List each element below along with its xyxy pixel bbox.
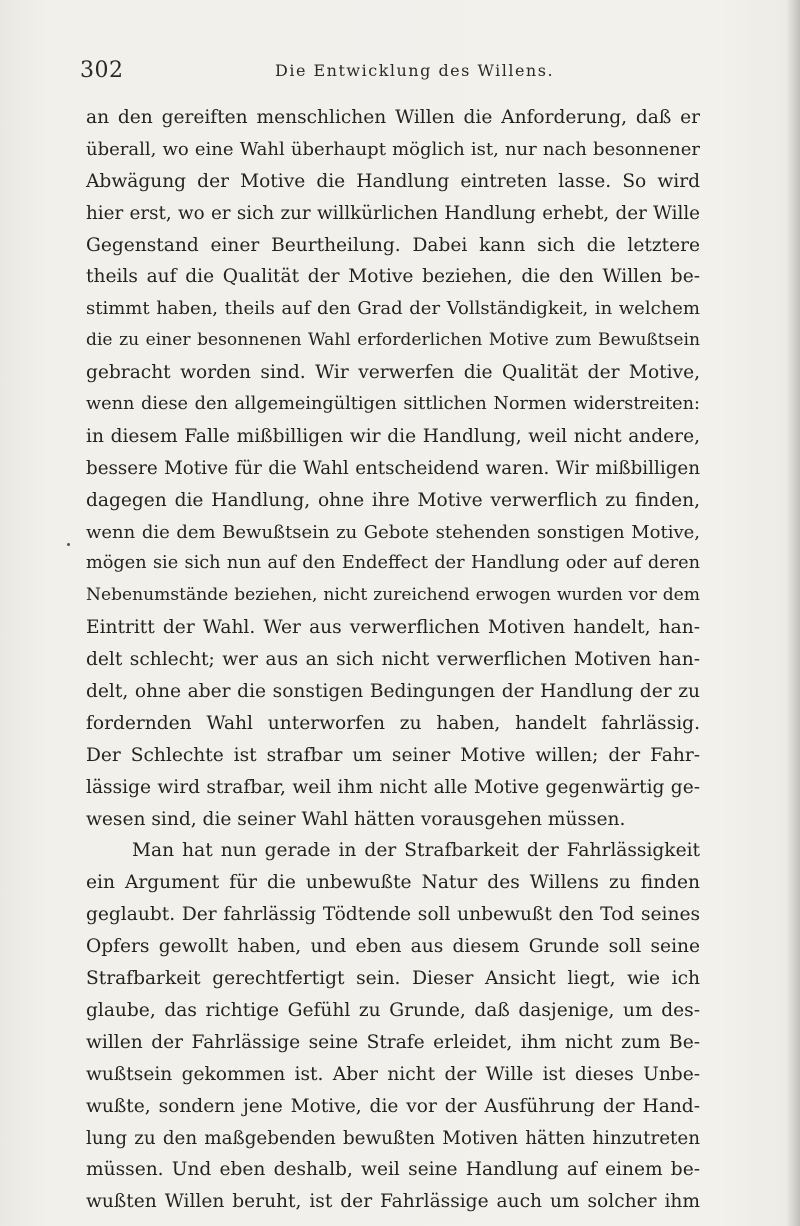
text-line: gebracht worden sind. Wir verwerfen die Qualität der Motive, bbox=[86, 362, 700, 384]
text-line: ein Argument für die unbewußte Natur des Willens zu finden bbox=[86, 872, 700, 894]
text-line: an den gereiften menschlichen Willen die Anforderung, daß er bbox=[86, 107, 700, 128]
text-line: müssen. Und eben deshalb, weil seine Handlung auf einem be- bbox=[86, 1159, 700, 1181]
text-line: wußte, sondern jene Motive, die vor der Ausführung der Hand- bbox=[86, 1095, 700, 1117]
page-header bbox=[80, 54, 700, 88]
text-line: geglaubt. Der fahrlässig Tödtende soll unbewußt den Tod seines bbox=[86, 904, 700, 926]
text-line: glaube, das richtige Gefühl zu Grunde, daß dasjenige, um des- bbox=[86, 999, 700, 1021]
text-line: wußten Willen beruht, ist der Fahrlässige auch um solcher ihm bbox=[86, 1191, 700, 1213]
text-line: Eintritt der Wahl. Wer aus verwerflichen Motiven handelt, han- bbox=[86, 617, 700, 639]
text-line: willen der Fahrlässige seine Strafe erleidet, ihm nicht zum Be- bbox=[86, 1031, 700, 1053]
page-number: 302 bbox=[80, 58, 124, 83]
text-line: dagegen die Handlung, ohne ihre Motive verwerflich zu finden, bbox=[86, 489, 700, 511]
text-line: Strafbarkeit gerechtfertigt sein. Dieser Ansicht liegt, wie ich bbox=[86, 968, 700, 990]
text-line: delt, ohne aber die sonstigen Bedingungen der Handlung der zu bbox=[86, 681, 700, 703]
text-line: Gegenstand einer Beurtheilung. Dabei kann sich die letztere bbox=[86, 234, 700, 256]
text-line: Opfers gewollt haben, und eben aus diesem Grunde soll seine bbox=[86, 936, 700, 958]
stray-ink-mark bbox=[67, 543, 70, 546]
text-line: lässige wird strafbar, weil ihm nicht alle Motive gegenwärtig ge- bbox=[86, 776, 700, 798]
text-line: delt schlecht; wer aus an sich nicht verwerflichen Motiven han- bbox=[86, 649, 700, 671]
text-line: in diesem Falle mißbilligen wir die Handlung, weil nicht andere, bbox=[86, 425, 700, 447]
text-line: Nebenumstände beziehen, nicht zureichend erwogen wurden vor dem bbox=[86, 585, 700, 606]
text-line: lung zu den maßgebenden bewußten Motiven hätten hinzutreten bbox=[86, 1127, 700, 1149]
text-line: wußtsein gekommen ist. Aber nicht der Wille ist dieses Unbe- bbox=[86, 1063, 700, 1085]
text-line: bessere Motive für die Wahl entscheidend waren. Wir mißbilligen bbox=[86, 457, 700, 479]
text-line: Abwägung der Motive die Handlung eintreten lasse. So wird bbox=[86, 170, 700, 192]
text-line: theils auf die Qualität der Motive beziehen, die den Willen be- bbox=[86, 266, 700, 288]
text-line: mögen sie sich nun auf den Endeffect der Handlung oder auf deren bbox=[86, 553, 700, 574]
text-line: die zu einer besonnenen Wahl erforderlichen Motive zum Bewußtsein bbox=[86, 330, 700, 351]
page-edge-shadow bbox=[786, 0, 800, 1226]
text-line: Der Schlechte ist strafbar um seiner Motive willen; der Fahr- bbox=[86, 744, 700, 766]
running-head: Die Entwicklung des Willens. bbox=[275, 61, 555, 80]
text-line: fordernden Wahl unterworfen zu haben, handelt fahrlässig. bbox=[86, 712, 700, 734]
text-line: hier erst, wo er sich zur willkürlichen Handlung erhebt, der Wille bbox=[86, 202, 700, 224]
text-line: stimmt haben, theils auf den Grad der Vollständigkeit, in welchem bbox=[86, 298, 700, 320]
text-line: Man hat nun gerade in der Strafbarkeit der Fahrlässigkeit bbox=[132, 840, 700, 862]
text-line: wesen sind, die seiner Wahl hätten vorausgehen müssen. bbox=[86, 808, 626, 830]
text-line: überall, wo eine Wahl überhaupt möglich ist, nur nach besonnener bbox=[86, 138, 700, 160]
body-text bbox=[86, 102, 700, 1218]
text-line: wenn diese den allgemeingültigen sittlichen Normen widerstreiten: bbox=[86, 394, 700, 415]
text-line: wenn die dem Bewußtsein zu Gebote stehenden sonstigen Motive, bbox=[86, 521, 700, 543]
